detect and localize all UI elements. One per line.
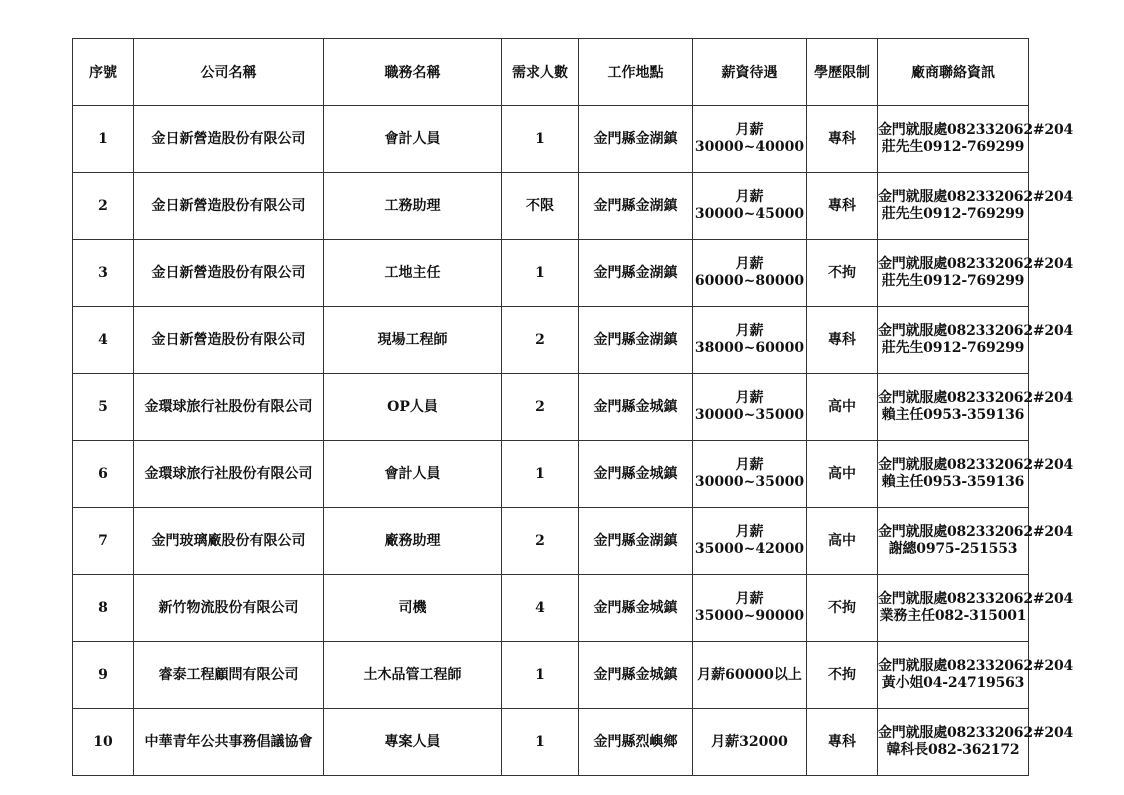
cell-headcount: 1 <box>502 441 579 508</box>
salary-line: 30000~45000 <box>694 206 805 222</box>
job-listing-sheet <box>72 38 1074 775</box>
salary-line: 30000~35000 <box>694 474 805 490</box>
cell-serial-no: 7 <box>73 508 134 575</box>
cell-work-location: 金門縣金城鎮 <box>579 374 693 441</box>
cell-company-name: 金環球旅行社股份有限公司 <box>134 441 324 508</box>
cell-headcount: 不限 <box>502 173 579 240</box>
cell-job-title: 工務助理 <box>324 173 502 240</box>
cell-work-location: 金門縣金湖鎮 <box>579 106 693 173</box>
cell-contact-info <box>878 575 1074 642</box>
cell-headcount: 1 <box>502 709 579 776</box>
cell-work-location: 金門縣金湖鎮 <box>579 508 693 575</box>
cell-work-location: 金門縣金城鎮 <box>579 575 693 642</box>
cell-education: 高中 <box>807 508 878 575</box>
cell-headcount: 1 <box>502 642 579 709</box>
contact-line: 金門就服處082332062#204 <box>878 725 1074 741</box>
table-row <box>73 642 1029 709</box>
cell-job-title: 會計人員 <box>324 106 502 173</box>
salary-line: 38000~60000 <box>694 340 805 356</box>
cell-serial-no: 1 <box>73 106 134 173</box>
cell-job-title: 土木品管工程師 <box>324 642 502 709</box>
contact-line: 莊先生0912-769299 <box>881 340 1025 356</box>
salary-line: 月薪60000以上 <box>697 666 802 683</box>
cell-contact-info <box>878 508 1074 575</box>
table-row <box>73 106 1029 173</box>
salary-line: 35000~90000 <box>694 608 805 624</box>
contact-line: 金門就服處082332062#204 <box>878 256 1074 272</box>
cell-company-name: 睿泰工程顧問有限公司 <box>134 642 324 709</box>
cell-contact-info <box>878 374 1074 441</box>
contact-line: 金門就服處082332062#204 <box>878 457 1074 473</box>
cell-salary <box>693 575 807 642</box>
cell-contact-info <box>878 709 1074 776</box>
cell-company-name: 金環球旅行社股份有限公司 <box>134 374 324 441</box>
salary-line: 30000~40000 <box>694 139 805 155</box>
cell-education: 不拘 <box>807 240 878 307</box>
salary-line: 30000~35000 <box>694 407 805 423</box>
cell-headcount: 1 <box>502 106 579 173</box>
cell-serial-no: 8 <box>73 575 134 642</box>
cell-company-name: 新竹物流股份有限公司 <box>134 575 324 642</box>
cell-job-title: 現場工程師 <box>324 307 502 374</box>
cell-contact-info <box>878 642 1074 709</box>
salary-line: 月薪 <box>735 524 764 540</box>
cell-serial-no: 10 <box>73 709 134 776</box>
table-row <box>73 441 1029 508</box>
cell-serial-no: 5 <box>73 374 134 441</box>
table-header-row <box>73 39 1029 106</box>
contact-line: 賴主任0953-359136 <box>881 407 1025 423</box>
cell-company-name: 金門玻璃廠股份有限公司 <box>134 508 324 575</box>
cell-serial-no: 9 <box>73 642 134 709</box>
cell-work-location: 金門縣金城鎮 <box>579 642 693 709</box>
table-row <box>73 307 1029 374</box>
table-row <box>73 508 1029 575</box>
cell-serial-no: 2 <box>73 173 134 240</box>
contact-line: 金門就服處082332062#204 <box>878 122 1074 138</box>
cell-company-name: 金日新營造股份有限公司 <box>134 106 324 173</box>
salary-line: 35000~42000 <box>694 541 805 557</box>
cell-salary <box>693 374 807 441</box>
contact-line: 金門就服處082332062#204 <box>878 390 1074 406</box>
contact-line: 謝總0975-251553 <box>888 541 1018 557</box>
cell-work-location: 金門縣金湖鎮 <box>579 173 693 240</box>
cell-work-location: 金門縣烈嶼鄉 <box>579 709 693 776</box>
salary-line: 月薪 <box>735 457 764 473</box>
salary-line: 60000~80000 <box>694 273 805 289</box>
header-work-location: 工作地點 <box>579 39 693 106</box>
contact-line: 金門就服處082332062#204 <box>878 189 1074 205</box>
contact-line: 黃小姐04-24719563 <box>881 675 1025 691</box>
table-row <box>73 709 1029 776</box>
salary-line: 月薪 <box>735 591 764 607</box>
cell-company-name: 金日新營造股份有限公司 <box>134 173 324 240</box>
contact-line: 莊先生0912-769299 <box>881 206 1025 222</box>
cell-salary <box>693 709 807 776</box>
table-row <box>73 575 1029 642</box>
cell-education: 專科 <box>807 106 878 173</box>
cell-serial-no: 6 <box>73 441 134 508</box>
cell-work-location: 金門縣金湖鎮 <box>579 307 693 374</box>
contact-line: 金門就服處082332062#204 <box>878 658 1074 674</box>
header-education: 學歷限制 <box>807 39 878 106</box>
salary-line: 月薪 <box>735 256 764 272</box>
salary-line: 月薪 <box>735 323 764 339</box>
cell-education: 不拘 <box>807 642 878 709</box>
contact-line: 金門就服處082332062#204 <box>878 323 1074 339</box>
cell-work-location: 金門縣金湖鎮 <box>579 240 693 307</box>
table-row <box>73 240 1029 307</box>
header-company-name: 公司名稱 <box>134 39 324 106</box>
table-row <box>73 173 1029 240</box>
header-job-title: 職務名稱 <box>324 39 502 106</box>
contact-line: 業務主任082-315001 <box>879 608 1027 624</box>
cell-education: 專科 <box>807 173 878 240</box>
cell-salary <box>693 173 807 240</box>
cell-company-name: 金日新營造股份有限公司 <box>134 307 324 374</box>
header-headcount: 需求人數 <box>502 39 579 106</box>
contact-line: 莊先生0912-769299 <box>881 273 1025 289</box>
cell-serial-no: 4 <box>73 307 134 374</box>
cell-job-title: 專案人員 <box>324 709 502 776</box>
cell-company-name: 中華青年公共事務倡議協會 <box>134 709 324 776</box>
contact-line: 賴主任0953-359136 <box>881 474 1025 490</box>
cell-company-name: 金日新營造股份有限公司 <box>134 240 324 307</box>
cell-headcount: 2 <box>502 508 579 575</box>
cell-contact-info <box>878 307 1074 374</box>
cell-salary <box>693 642 807 709</box>
header-salary: 薪資待遇 <box>693 39 807 106</box>
cell-headcount: 2 <box>502 374 579 441</box>
cell-job-title: 工地主任 <box>324 240 502 307</box>
cell-serial-no: 3 <box>73 240 134 307</box>
cell-contact-info <box>878 441 1074 508</box>
cell-job-title: 司機 <box>324 575 502 642</box>
contact-line: 金門就服處082332062#204 <box>878 591 1074 607</box>
cell-work-location: 金門縣金城鎮 <box>579 441 693 508</box>
cell-salary <box>693 441 807 508</box>
header-contact-info: 廠商聯絡資訊 <box>878 39 1029 106</box>
cell-education: 不拘 <box>807 575 878 642</box>
cell-education: 高中 <box>807 374 878 441</box>
job-listing-table <box>72 38 1074 776</box>
header-serial-no: 序號 <box>73 39 134 106</box>
cell-education: 專科 <box>807 307 878 374</box>
cell-salary <box>693 307 807 374</box>
cell-job-title: OP人員 <box>324 374 502 441</box>
cell-contact-info <box>878 106 1074 173</box>
cell-education: 高中 <box>807 441 878 508</box>
cell-salary <box>693 508 807 575</box>
cell-education: 專科 <box>807 709 878 776</box>
cell-salary <box>693 240 807 307</box>
contact-line: 莊先生0912-769299 <box>881 139 1025 155</box>
salary-line: 月薪32000 <box>711 733 788 750</box>
cell-contact-info <box>878 240 1074 307</box>
table-row <box>73 374 1029 441</box>
table-body <box>73 106 1074 776</box>
cell-job-title: 會計人員 <box>324 441 502 508</box>
contact-line: 金門就服處082332062#204 <box>878 524 1074 540</box>
salary-line: 月薪 <box>735 122 764 138</box>
cell-contact-info <box>878 173 1074 240</box>
salary-line: 月薪 <box>735 189 764 205</box>
contact-line: 韓科長082-362172 <box>886 742 1020 758</box>
cell-headcount: 2 <box>502 307 579 374</box>
salary-line: 月薪 <box>735 390 764 406</box>
cell-job-title: 廠務助理 <box>324 508 502 575</box>
cell-salary <box>693 106 807 173</box>
cell-headcount: 4 <box>502 575 579 642</box>
cell-headcount: 1 <box>502 240 579 307</box>
